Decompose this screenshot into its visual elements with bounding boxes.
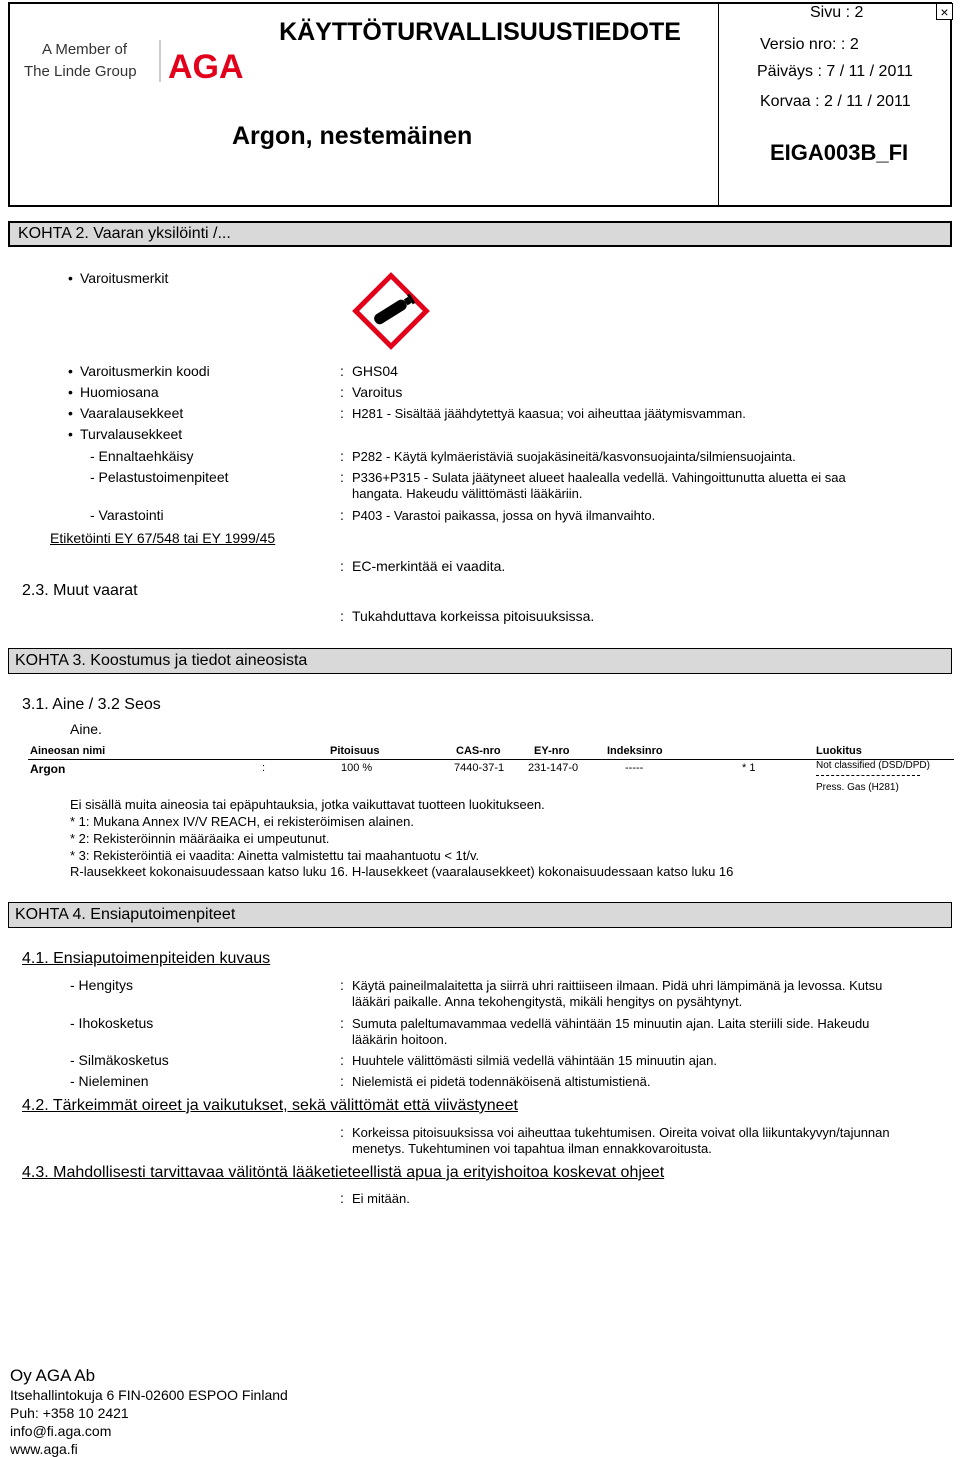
subsection-3-1-title: 3.1. Aine / 3.2 Seos xyxy=(22,696,161,713)
note-line: * 2: Rekisteröinnin määräaika ei umpeutunut. xyxy=(70,831,330,846)
label-muut-vaarat: 2.3. Muut vaarat xyxy=(22,582,138,599)
label-pelastustoimenpiteet: - Pelastustoimenpiteet xyxy=(90,469,229,485)
colon: : xyxy=(340,558,344,574)
product-name: Argon, nestemäinen xyxy=(232,122,473,150)
label-huomiosana: • Huomiosana xyxy=(80,384,159,401)
note-line: * 1: Mukana Annex IV/V REACH, ei rekisteröimisen alainen. xyxy=(70,814,414,829)
value-ghs04: GHS04 xyxy=(352,363,398,379)
subsection-4-3-title: 4.3. Mahdollisesti tarvittavaa välitöntä lääketieteellistä apua ja erityishoitoa koskevat ohjeet xyxy=(22,1164,665,1181)
col-indeksinro: Indeksinro xyxy=(607,745,663,757)
value-iho-line1: Sumuta paleltumavammaa vedellä vähintään 15 minuutin ajan. Laita steriili side. Hakeudu xyxy=(352,1016,870,1031)
value-tukahduttava: Tukahduttava korkeissa pitoisuuksissa. xyxy=(352,608,595,624)
value-p336-line2: hangata. Hakeudu välittömästi lääkäriin. xyxy=(352,486,583,501)
value-iho-line2: lääkärin hoitoon. xyxy=(352,1032,448,1047)
value-hengitys-line1: Käytä paineilmalaitetta ja siirrä uhri raittiiseen ilmaan. Pidä uhri lämpimänä ja levossa. Kutsu xyxy=(352,978,883,993)
colon: : xyxy=(340,1015,344,1031)
document-title: KÄYTTÖTURVALLISUUSTIEDOTE xyxy=(279,18,681,46)
colon: : xyxy=(340,1073,344,1089)
footer-company: Oy AGA Ab xyxy=(10,1366,96,1385)
cell-colon: : xyxy=(262,762,266,774)
gas-cylinder-icon xyxy=(350,270,432,352)
col-aineosan-nimi: Aineosan nimi xyxy=(30,745,106,757)
version: Versio nro: : 2 xyxy=(760,36,859,53)
value-ei-mitaan: Ei mitään. xyxy=(352,1191,410,1206)
footer-address: Itsehallintokuja 6 FIN-02600 ESPOO Finland xyxy=(10,1387,288,1403)
subsection-4-2-title: 4.2. Tärkeimmät oireet ja vaikutukset, sekä välittömät että viivästyneet xyxy=(22,1097,518,1114)
label-etiketointi: Etiketöinti EY 67/548 tai EY 1999/45 xyxy=(50,530,276,546)
label-varoitusmerkin-koodi: • Varoitusmerkin koodi xyxy=(80,363,210,380)
label-silmakosketus: - Silmäkosketus xyxy=(70,1052,169,1068)
footer-phone: Puh: +358 10 2421 xyxy=(10,1405,129,1421)
note-line: R-lausekkeet kokonaisuudessaan katso luku 16. H-lausekkeet (vaaralausekkeet) kokonaisuudessaan katso luku 16 xyxy=(70,864,734,879)
logo-text-2: The Linde Group xyxy=(24,63,137,80)
colon: : xyxy=(340,469,344,485)
col-pitoisuus: Pitoisuus xyxy=(330,745,380,757)
colon: : xyxy=(340,384,344,400)
label-nieleminen: - Nieleminen xyxy=(70,1073,149,1089)
cell-cas: 7440-37-1 xyxy=(454,762,505,774)
cell-pitoisuus: 100 % xyxy=(341,762,373,774)
cell-ey: 231-147-0 xyxy=(528,762,579,774)
note-line: Ei sisällä muita aineosia tai epäpuhtauksia, jotka vaikuttavat tuotteen luokitukseen. xyxy=(70,797,545,812)
cell-class-2: Press. Gas (H281) xyxy=(816,782,899,793)
value-ec-merkinta: EC-merkintää ei vaadita. xyxy=(352,558,506,574)
label-varastointi: - Varastointi xyxy=(90,507,164,523)
value-oireet-line1: Korkeissa pitoisuuksissa voi aiheuttaa tukehtumisen. Oireita voivat olla liikuntakyvyn/tajunnan xyxy=(352,1125,890,1140)
subsection-4-1-title: 4.1. Ensiaputoimenpiteiden kuvaus xyxy=(22,950,271,967)
label-hengitys: - Hengitys xyxy=(70,977,134,993)
page-number: Sivu : 2 xyxy=(810,4,864,21)
aine-label: Aine. xyxy=(70,721,102,737)
colon: : xyxy=(340,977,344,993)
footer-email[interactable]: info@fi.aga.com xyxy=(10,1423,112,1439)
col-cas-nro: CAS-nro xyxy=(456,745,501,757)
value-hengitys-line2: lääkäri paikalle. Anna tekohengitystä, mikäli hengitys on pysähtynyt. xyxy=(352,994,743,1009)
label-turvalausekkeet: • Turvalausekkeet xyxy=(80,426,182,443)
value-silma: Huuhtele välittömästi silmiä vedellä vähintään 15 minuutin ajan. xyxy=(352,1053,717,1068)
value-p403: P403 - Varastoi paikassa, jossa on hyvä ilmanvaihto. xyxy=(352,508,656,523)
varoitusmerkit-label: • Varoitusmerkit xyxy=(80,270,168,287)
logo-brand: AGA xyxy=(168,48,244,86)
cell-indeksi: ----- xyxy=(625,762,644,774)
cell-note: * 1 xyxy=(742,762,756,774)
value-nieleminen: Nielemistä ei pidetä todennäköisenä altistumistienä. xyxy=(352,1074,651,1089)
cell-name: Argon xyxy=(30,762,66,776)
section-4-bar: KOHTA 4. Ensiaputoimenpiteet xyxy=(8,902,952,928)
value-oireet-line2: menetys. Tukehtuminen voi tapahtua ilman ennakkovaroitusta. xyxy=(352,1141,712,1156)
replaces-date: Korvaa : 2 / 11 / 2011 xyxy=(760,93,911,110)
colon: : xyxy=(340,405,344,421)
close-icon[interactable]: × xyxy=(936,3,953,20)
document-code: EIGA003B_FI xyxy=(770,140,909,165)
date: Päiväys : 7 / 11 / 2011 xyxy=(757,63,913,80)
label-vaaralausekkeet: • Vaaralausekkeet xyxy=(80,405,183,422)
value-p282: P282 - Käytä kylmäeristäviä suojakäsineitä/kasvonsuojainta/silmiensuojainta. xyxy=(352,449,796,464)
section-3-bar: KOHTA 3. Koostumus ja tiedot aineosista xyxy=(8,648,952,674)
colon: : xyxy=(340,608,344,624)
label-ihokosketus: - Ihokosketus xyxy=(70,1015,154,1031)
cell-class-1: Not classified (DSD/DPD) xyxy=(816,760,930,771)
value-h281: H281 - Sisältää jäähdytettyä kaasua; voi aiheuttaa jäätymisvamman. xyxy=(352,406,746,421)
colon: : xyxy=(340,1124,344,1140)
logo-text-1: A Member of xyxy=(42,41,128,58)
note-line: * 3: Rekisteröintiä ei vaadita: Ainetta valmistettu tai maahantuotu < 1t/v. xyxy=(70,848,480,863)
col-ey-nro: EY-nro xyxy=(534,745,570,757)
class-divider xyxy=(816,775,920,776)
value-varoitus: Varoitus xyxy=(352,384,403,400)
colon: : xyxy=(340,1052,344,1068)
colon: : xyxy=(340,1190,344,1206)
footer-web[interactable]: www.aga.fi xyxy=(10,1441,78,1457)
colon: : xyxy=(340,507,344,523)
colon: : xyxy=(340,363,344,379)
col-luokitus: Luokitus xyxy=(816,745,862,757)
label-ennaltaehkaisy: - Ennaltaehkäisy xyxy=(90,448,194,464)
value-p336-line1: P336+P315 - Sulata jäätyneet alueet haalealla vedellä. Vahingoittunutta aluetta ei saa xyxy=(352,470,846,485)
colon: : xyxy=(340,448,344,464)
section-2-bar: KOHTA 2. Vaaran yksilöinti /... xyxy=(8,221,952,247)
